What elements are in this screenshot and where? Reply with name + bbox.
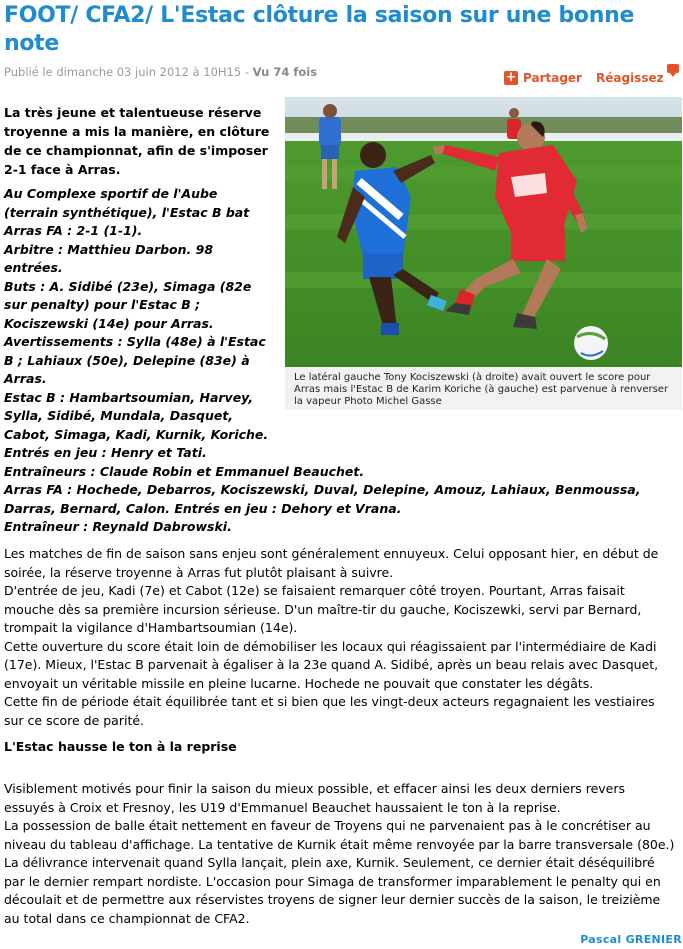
body-paragraph: La délivrance intervenait quand Sylla lançait, plein axe, Kurnik. Seulement, ce dernier était déséquilibré par le dernier rempart nordiste. L'occasion pour Simaga de transformer imparablement le penalty qui en découlait et de permettre aux réservistes troyens de signer leur dernier succès de la saison, le treizième au total dans ce championnat de CFA2. [4,855,661,926]
article-body-second [4,780,676,928]
body-paragraph: La possession de balle était nettement en faveur de Troyens qui ne parvenaient pas à le concrétiser au niveau du tableau d'affichage. La tentative de Kurnik était même renvoyée par la barre transversale (80e.) [4,818,675,852]
photo-caption: Le latéral gauche Tony Kociszewski (à droite) avait ouvert le score pour Arras mais l'Estac B de Karim Koriche (à gauche) est parvenue à renverser la vapeur Photo Michel Gasse [294,372,669,407]
published-date: Publié le dimanche 03 juin 2012 à 10H15 [4,65,242,79]
match-sheet [4,185,680,537]
match-sheet-line: Arbitre : Matthieu Darbon. 98 entrées. [4,241,214,275]
body-paragraph: Cette fin de période était équilibrée tant et si bien que les vingt-deux acteurs regagnaient les vestiaires sur ce score de parité. [4,694,655,728]
article-meta [4,65,317,79]
match-sheet-line: Buts : A. Sidibé (23e), Simaga (82e sur penalty) pour l'Estac B ; Kociszewski (14e) pour Arras. [4,278,252,331]
share-label: Partager [523,71,582,85]
body-paragraph: D'entrée de jeu, Kadi (7e) et Cabot (12e) se faisaient remarquer côté troyen. Pourtant, Arras faisait mouche dès sa première incursion sérieuse. D'un maître-tir du gauche, Kociszewki, servi par Bernard, trompait la vigilance d'Hambartsoumian (14e). [4,583,642,635]
body-paragraph: Visiblement motivés pour finir la saison du mieux possible, et effacer ainsi les deux derniers revers essuyés à Croix et Fresnoy, les U19 d'Emmanuel Beauchet haussaient le ton à la reprise. [4,781,625,815]
match-sheet-line: Entraîneur : Reynald Dabrowski. [4,519,232,534]
match-sheet-line: Avertissements : Sylla (48e) à l'Estac B ; Lahiaux (50e), Delepine (83e) à Arras. [4,334,266,386]
body-paragraph: Cette ouverture du score était loin de démobiliser les locaux qui réagissaient par l'intermédiaire de Kadi (17e). Mieux, l'Estac B parvenait à égaliser à la 23e quand A. Sidibé, après un beau relais avec Dasquet, envoyait un véritable missile en pleine lucarne. Hochede ne pouvait que constater les dégâts. [4,638,659,691]
article-author: Pascal GRENIER [580,933,682,946]
react-button[interactable] [596,71,664,85]
match-sheet-narrow [4,185,274,463]
body-paragraph: Les matches de fin de saison sans enjeu sont généralement ennuyeux. Celui opposant hier, en début de soirée, la réserve troyenne à Arras fut plutôt plaisant à suivre. [4,546,659,580]
article-subheading: L'Estac hausse le ton à la reprise [4,739,237,754]
article-lead: La très jeune et talentueuse réserve troyenne a mis la manière, en clôture de ce championnat, afin de s'imposer 2-1 face à Arras. [4,105,270,177]
plus-icon: + [505,70,517,85]
match-sheet-line: Au Complexe sportif de l'Aube (terrain synthétique), l'Estac B bat Arras FA : 2-1 (1-1). [4,186,250,238]
view-count: Vu 74 fois [252,65,318,79]
match-sheet-line: Arras FA : Hochede, Debarros, Kociszewski, Duval, Delepine, Amouz, Lahiaux, Benmoussa, Darras, Bernard, Calon. Entrés en jeu : Dehory et Vrana. [4,482,641,516]
article-body [4,545,676,730]
match-sheet-line: Entraîneurs : Claude Robin et Emmanuel Beauchet. [4,463,365,479]
comment-bubble-icon[interactable] [667,64,679,73]
match-sheet-line: Estac B : Hambartsoumian, Harvey, Sylla, Sidibé, Mundala, Dasquet, Cabot, Simaga, Kadi, Kurnik, Koriche. Entrés en jeu : Henry et Tati. [4,389,269,460]
article-title: FOOT/ CFA2/ L'Estac clôture la saison sur une bonne note [4,3,635,56]
share-button[interactable] [504,71,582,85]
meta-separator: - [241,65,253,79]
react-label: Réagissez [596,71,664,85]
